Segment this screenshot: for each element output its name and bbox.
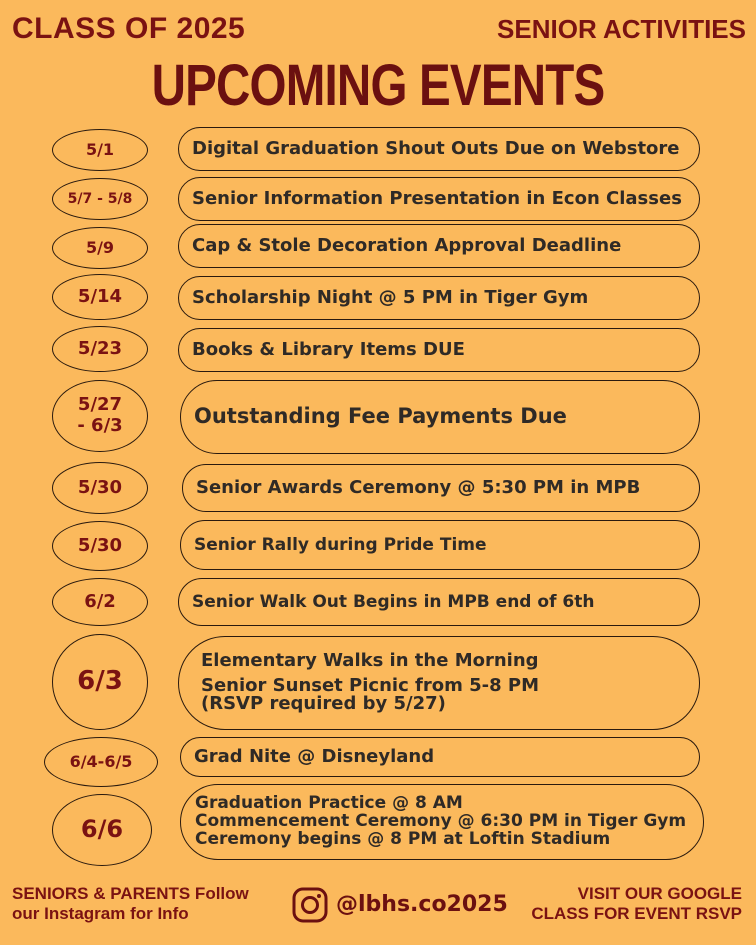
event-line: Elementary Walks in the Morning [201, 649, 539, 671]
event-line: Grad Nite @ Disneyland [194, 746, 435, 768]
event-line: Commencement Ceremony @ 6:30 PM in Tiger Gym [195, 811, 687, 832]
event-description [178, 276, 700, 320]
follow-instagram-text: SENIORS & PARENTS Follow our Instagram for Info [12, 884, 249, 923]
class-title: CLASS OF 2025 [12, 12, 246, 45]
event-date: 5/23 [52, 326, 148, 372]
event-description [182, 464, 700, 512]
rsvp-text: VISIT OUR GOOGLE CLASS FOR EVENT RSVP [531, 884, 742, 923]
event-line: Books & Library Items DUE [192, 339, 465, 361]
event-line: (RSVP required by 5/27) [201, 693, 446, 715]
event-line: Senior Rally during Pride Time [194, 534, 487, 555]
instagram-icon [292, 887, 328, 923]
event-date: 5/1 [52, 129, 148, 171]
event-line: Cap & Stole Decoration Approval Deadline [192, 235, 622, 257]
event-description [180, 737, 700, 777]
event-line: Senior Sunset Picnic from 5-8 PM [201, 674, 539, 696]
event-date: 6/4-6/5 [44, 737, 158, 787]
page-title: UPCOMING EVENTS [151, 53, 605, 118]
event-description [180, 520, 700, 570]
event-description [178, 636, 700, 730]
instagram-handle[interactable]: @lbhs.co2025 [336, 892, 508, 917]
event-line: Senior Awards Ceremony @ 5:30 PM in MPB [196, 477, 641, 499]
event-date: 6/6 [52, 794, 152, 866]
event-date: 5/9 [52, 227, 148, 269]
event-description [178, 127, 700, 171]
event-line: Senior Information Presentation in Econ Classes [192, 188, 682, 210]
section-title: SENIOR ACTIVITIES [497, 14, 746, 44]
event-line: Graduation Practice @ 8 AM [195, 793, 463, 814]
event-line: Outstanding Fee Payments Due [194, 404, 567, 429]
event-line: Digital Graduation Shout Outs Due on Webstore [192, 138, 680, 160]
event-line: Senior Walk Out Begins in MPB end of 6th [192, 591, 595, 612]
event-description [178, 177, 700, 221]
event-description [180, 784, 704, 860]
event-description [178, 224, 700, 268]
event-date: 5/7 - 5/8 [52, 178, 148, 220]
event-date: 6/3 [52, 634, 148, 730]
event-date: 5/14 [52, 274, 148, 320]
event-description [180, 380, 700, 454]
event-date: 5/27 - 6/3 [52, 380, 148, 452]
event-date: 5/30 [52, 462, 148, 514]
event-date: 5/30 [52, 521, 148, 571]
event-description [178, 578, 700, 626]
event-line: Scholarship Night @ 5 PM in Tiger Gym [192, 287, 589, 309]
event-description [178, 328, 700, 372]
event-date: 6/2 [52, 578, 148, 626]
event-line: Ceremony begins @ 8 PM at Loftin Stadium [195, 828, 611, 849]
